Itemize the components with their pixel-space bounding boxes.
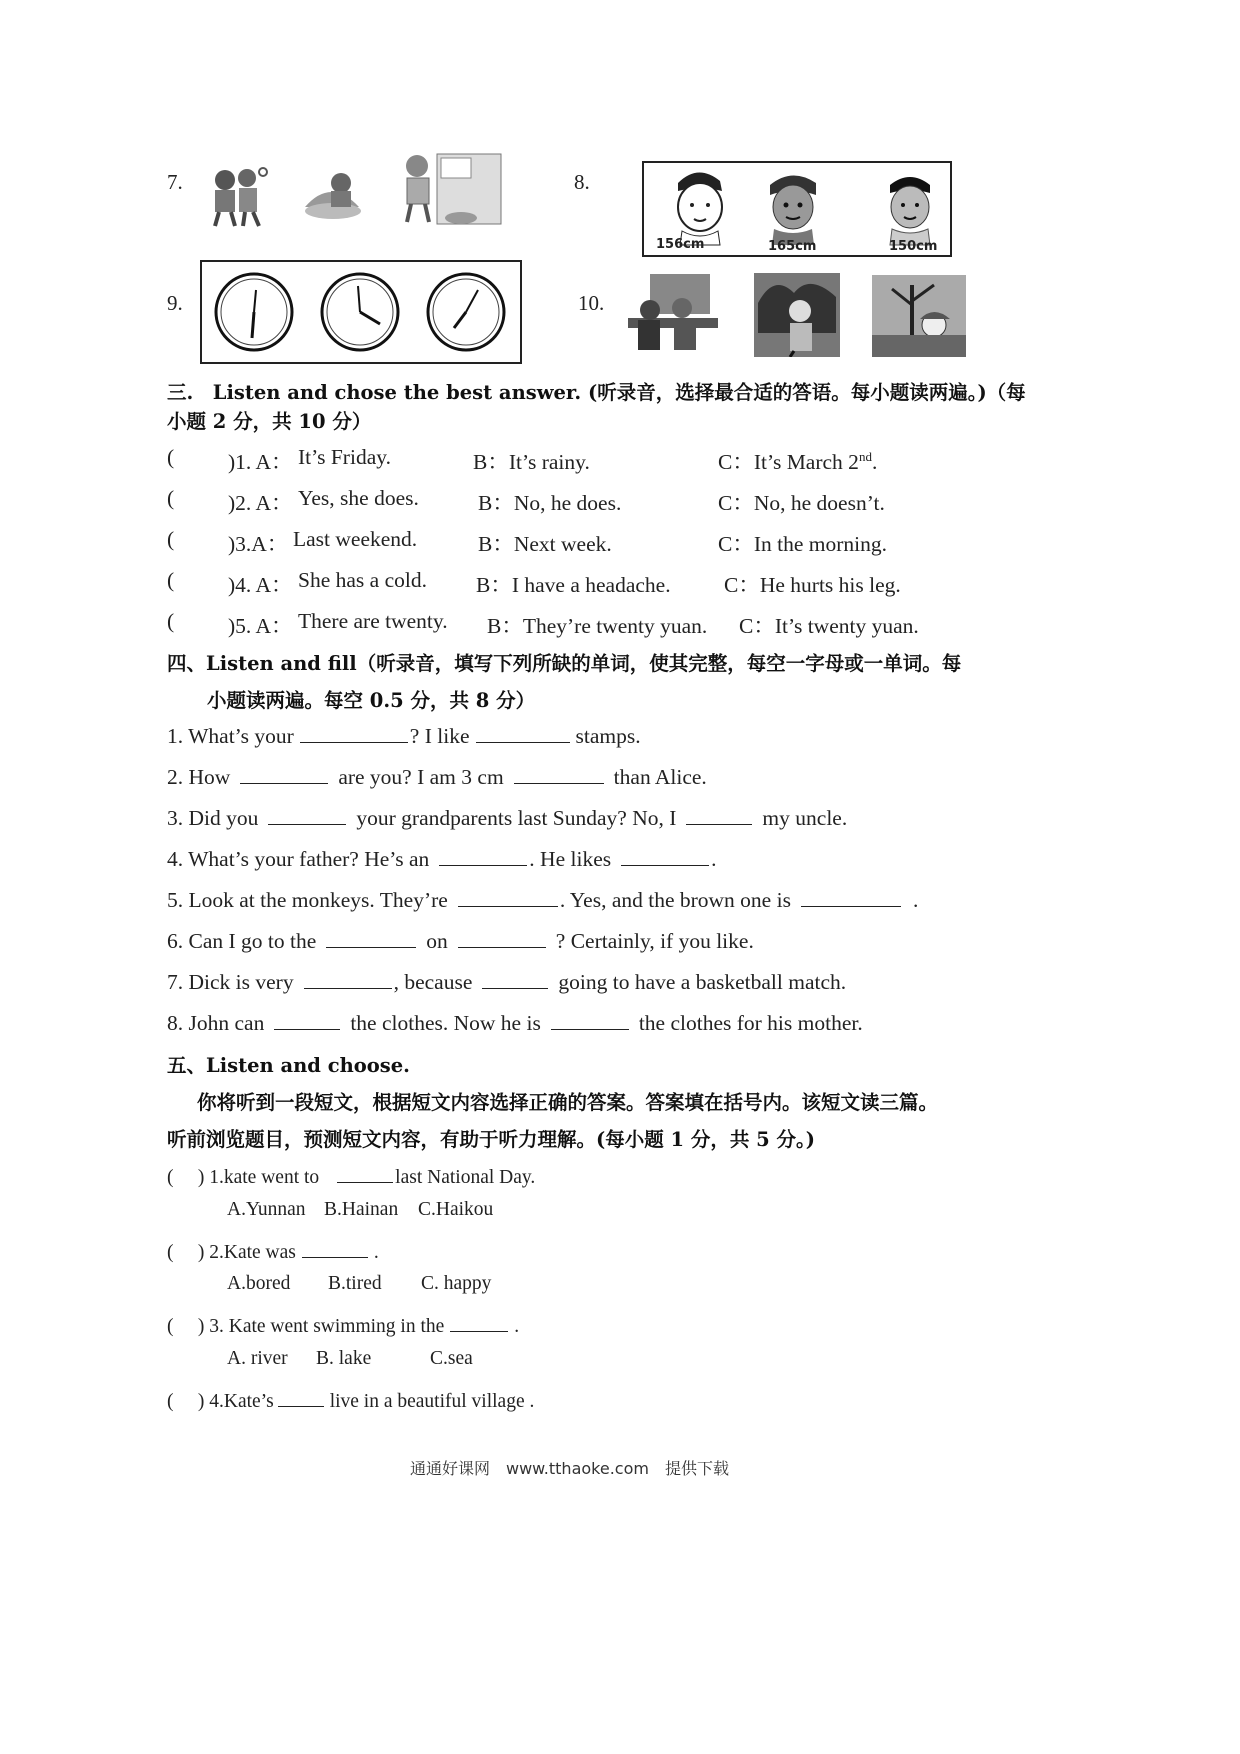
answer-blank[interactable] <box>300 724 408 743</box>
fill-line: 7. Dick is very , because going to have a basketball match. <box>167 970 847 994</box>
section5-title: 五、Listen and choose. <box>167 1054 410 1077</box>
answer-blank[interactable] <box>302 1241 368 1258</box>
q-number: )2. A： <box>228 491 293 515</box>
q8-number: 8. <box>574 170 590 194</box>
q9-number: 9. <box>167 291 183 315</box>
q-number: )1. A： <box>228 450 293 474</box>
option-b: B：It’s rainy. <box>473 450 590 474</box>
section4-title: 四、Listen and fill（听录音，填写下列所缺的单词，使其完整，每空一字母或一单词。每 <box>167 652 962 675</box>
page-footer: 通通好课网 www.tthaoke.com 提供下载 <box>410 1459 729 1478</box>
answer-blank[interactable] <box>337 1166 393 1183</box>
answer-blank[interactable] <box>551 1011 629 1030</box>
q10-picture-a <box>620 270 722 356</box>
fill-line: 4. What’s your father? He’s an . He likes . <box>167 847 717 871</box>
choice-option[interactable]: A.Yunnan <box>227 1199 306 1220</box>
answer-blank[interactable] <box>458 888 558 907</box>
q-number: )5. A： <box>228 614 293 638</box>
answer-blank[interactable] <box>476 724 570 743</box>
option-a: She has a cold. <box>298 568 427 592</box>
answer-blank[interactable] <box>801 888 901 907</box>
choice-option[interactable]: C.Haikou <box>418 1199 494 1220</box>
choice-option[interactable]: B.Hainan <box>324 1199 399 1220</box>
answer-blank[interactable] <box>686 806 752 825</box>
clock-icon <box>216 274 292 350</box>
q7-picture-a <box>197 160 269 228</box>
option-a: There are twenty. <box>298 609 448 633</box>
answer-blank[interactable] <box>450 1315 508 1332</box>
option-c: C：It’s March 2nd. <box>718 448 878 474</box>
section5-intro-cont: 听前浏览题目，预测短文内容，有助于听力理解。(每小题 1 分，共 5 分。) <box>167 1128 815 1151</box>
answer-blank[interactable] <box>439 847 527 866</box>
option-c: C：It’s twenty yuan. <box>739 614 919 638</box>
q-number: )3.A： <box>228 532 289 556</box>
height-label-1: 156cm <box>656 237 705 252</box>
answer-paren[interactable]: ( <box>167 486 175 510</box>
choice-option[interactable]: C. happy <box>421 1273 492 1294</box>
choice-option[interactable]: B.tired <box>328 1273 382 1294</box>
answer-paren[interactable]: ( <box>167 527 175 551</box>
fill-line: 2. How are you? I am 3 cm than Alice. <box>167 765 707 789</box>
option-a: It’s Friday. <box>298 445 391 469</box>
answer-blank[interactable] <box>268 806 346 825</box>
option-b: B：No, he does. <box>478 491 622 515</box>
answer-paren[interactable]: ( <box>167 609 175 633</box>
option-b: B：I have a headache. <box>476 573 671 597</box>
q10-picture-c <box>872 275 966 357</box>
answer-blank[interactable] <box>326 929 416 948</box>
answer-blank[interactable] <box>240 765 328 784</box>
q7-picture-c <box>391 146 505 226</box>
clock-icon <box>322 274 398 350</box>
choice-question: ( ) 1.kate went to last National Day. <box>167 1167 536 1188</box>
boy-face-icon <box>890 177 930 245</box>
q9-clocks-box <box>200 260 522 364</box>
section4-title-cont: 小题读两遍。每空 0.5 分，共 8 分） <box>207 689 536 712</box>
answer-blank[interactable] <box>274 1011 340 1030</box>
answer-blank[interactable] <box>304 970 392 989</box>
answer-blank[interactable] <box>621 847 709 866</box>
answer-blank[interactable] <box>458 929 546 948</box>
answer-blank[interactable] <box>514 765 604 784</box>
option-c: C：In the morning. <box>718 532 887 556</box>
fill-line: 8. John can the clothes. Now he is the clothes for his mother. <box>167 1011 863 1035</box>
section3-title: 三. Listen and chose the best answer. (听录音，选择最合适的答语。每小题读两遍。)（每 <box>167 381 1026 404</box>
q10-picture-b <box>754 273 840 357</box>
choice-question: ( ) 2.Kate was . <box>167 1242 379 1263</box>
choice-option[interactable]: A.bored <box>227 1273 291 1294</box>
fill-line: 1. What’s your ? I like stamps. <box>167 724 641 748</box>
q10-number: 10. <box>578 291 605 315</box>
choice-option[interactable]: B. lake <box>316 1348 372 1369</box>
section5-intro: 你将听到一段短文，根据短文内容选择正确的答案。答案填在括号内。该短文读三篇。 <box>197 1091 939 1114</box>
choice-option[interactable]: C.sea <box>430 1348 473 1369</box>
choice-question: ( ) 3. Kate went swimming in the . <box>167 1316 520 1337</box>
option-b: B：Next week. <box>478 532 612 556</box>
q7-picture-b <box>301 167 365 223</box>
option-a: Yes, she does. <box>298 486 419 510</box>
section3-title-cont: 小题 2 分，共 10 分） <box>167 410 372 433</box>
height-label-2: 165cm <box>768 239 817 254</box>
answer-blank[interactable] <box>482 970 548 989</box>
q7-number: 7. <box>167 170 183 194</box>
fill-line: 5. Look at the monkeys. They’re . Yes, and the brown one is . <box>167 888 919 912</box>
option-a: Last weekend. <box>293 527 418 551</box>
answer-paren[interactable]: ( <box>167 445 175 469</box>
height-label-3: 150cm <box>889 239 938 254</box>
boy-face-icon <box>770 175 816 245</box>
option-b: B：They’re twenty yuan. <box>487 614 708 638</box>
clock-icon <box>428 274 504 350</box>
choice-question: ( ) 4.Kate’s live in a beautiful village . <box>167 1391 535 1412</box>
option-c: C：No, he doesn’t. <box>718 491 885 515</box>
answer-paren[interactable]: ( <box>167 568 175 592</box>
answer-blank[interactable] <box>278 1390 324 1407</box>
q-number: )4. A： <box>228 573 293 597</box>
fill-line: 3. Did you your grandparents last Sunday? No, I my uncle. <box>167 806 848 830</box>
fill-line: 6. Can I go to the on ? Certainly, if you like. <box>167 929 754 953</box>
choice-option[interactable]: A. river <box>227 1348 288 1369</box>
option-c: C：He hurts his leg. <box>724 573 901 597</box>
